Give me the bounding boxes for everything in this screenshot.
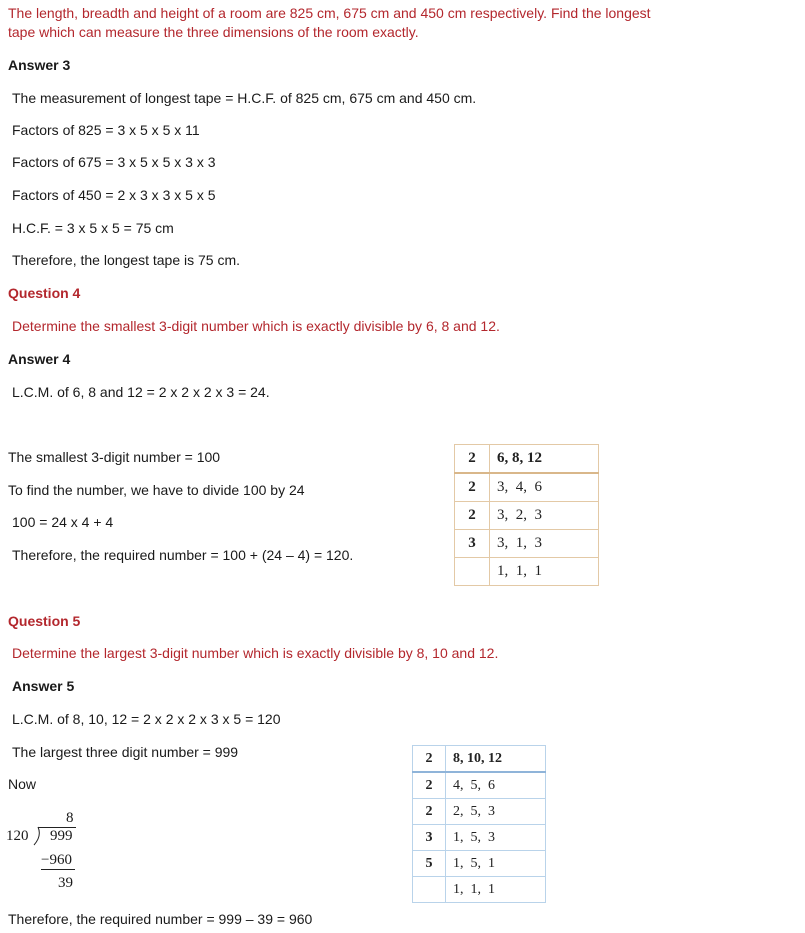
values-cell: 1, 1, 1 xyxy=(490,558,599,586)
q3-answer-heading: Answer 3 xyxy=(8,57,71,73)
divisor-cell xyxy=(455,558,490,586)
long-division xyxy=(0,805,120,895)
division-dividend: 999 xyxy=(50,828,73,844)
values-cell: 2, 5, 3 xyxy=(446,799,546,825)
q3-line: Factors of 450 = 2 x 3 x 3 x 5 x 5 xyxy=(12,187,216,203)
divisor-cell: 2 xyxy=(455,445,490,474)
q3-question-line-2: tape which can measure the three dimensions of the room exactly. xyxy=(8,24,419,40)
values-cell: 1, 5, 1 xyxy=(446,851,546,877)
divisor-cell: 3 xyxy=(455,530,490,558)
values-cell: 8, 10, 12 xyxy=(446,746,546,773)
table-row xyxy=(413,825,546,851)
values-cell: 1, 5, 3 xyxy=(446,825,546,851)
division-quotient: 8 xyxy=(66,810,74,826)
q3-line: Factors of 675 = 3 x 5 x 5 x 3 x 3 xyxy=(12,154,216,170)
divisor-cell: 2 xyxy=(413,746,446,773)
table-row xyxy=(413,772,546,799)
q5-heading: Question 5 xyxy=(8,613,81,629)
table-row xyxy=(413,851,546,877)
q4-heading: Question 4 xyxy=(8,285,81,301)
divisor-cell xyxy=(413,877,446,903)
values-cell: 1, 1, 1 xyxy=(446,877,546,903)
q5-conclusion: Therefore, the required number = 999 – 39 = 960 xyxy=(8,911,313,927)
q4-line: Therefore, the required number = 100 + (24 – 4) = 120. xyxy=(12,547,354,563)
values-cell: 4, 5, 6 xyxy=(446,772,546,799)
division-divisor: 120 xyxy=(6,828,29,844)
q3-line: H.C.F. = 3 x 5 x 5 = 75 cm xyxy=(12,220,174,236)
division-remainder: 39 xyxy=(58,875,73,891)
q5-answer-heading: Answer 5 xyxy=(12,678,75,694)
q4-line: To find the number, we have to divide 100 by 24 xyxy=(8,482,305,498)
table-row xyxy=(455,445,599,474)
q4-lcm-table xyxy=(454,444,599,586)
divisor-cell: 2 xyxy=(455,502,490,530)
division-rule xyxy=(41,869,75,870)
q3-line: Factors of 825 = 3 x 5 x 5 x 11 xyxy=(12,122,200,138)
q3-line: The measurement of longest tape = H.C.F. of 825 cm, 675 cm and 450 cm. xyxy=(12,90,477,106)
values-cell: 3, 2, 3 xyxy=(490,502,599,530)
divisor-cell: 2 xyxy=(413,799,446,825)
divisor-cell: 5 xyxy=(413,851,446,877)
division-subtract: −960 xyxy=(41,852,72,868)
q5-question: Determine the largest 3-digit number which is exactly divisible by 8, 10 and 12. xyxy=(12,645,499,661)
q4-question: Determine the smallest 3-digit number which is exactly divisible by 6, 8 and 12. xyxy=(12,318,500,334)
table-row xyxy=(455,558,599,586)
q3-question-line-1: The length, breadth and height of a room are 825 cm, 675 cm and 450 cm respectively. Find the longest xyxy=(8,5,651,21)
q5-lcm-table xyxy=(412,745,546,903)
table-row xyxy=(455,502,599,530)
q4-answer-heading: Answer 4 xyxy=(8,351,71,367)
division-bracket xyxy=(32,826,42,846)
values-cell: 6, 8, 12 xyxy=(490,445,599,474)
table-row xyxy=(455,530,599,558)
values-cell: 3, 1, 3 xyxy=(490,530,599,558)
q3-line: Therefore, the longest tape is 75 cm. xyxy=(12,252,241,268)
q5-largest-line: The largest three digit number = 999 xyxy=(12,744,239,760)
q4-lcm-line: L.C.M. of 6, 8 and 12 = 2 x 2 x 2 x 3 = 24. xyxy=(12,384,270,400)
table-row xyxy=(413,746,546,773)
divisor-cell: 3 xyxy=(413,825,446,851)
q5-now: Now xyxy=(8,776,37,792)
table-row xyxy=(455,473,599,502)
divisor-cell: 2 xyxy=(413,772,446,799)
q4-line: The smallest 3-digit number = 100 xyxy=(8,449,221,465)
table-row xyxy=(413,877,546,903)
q4-line: 100 = 24 x 4 + 4 xyxy=(12,514,114,530)
values-cell: 3, 4, 6 xyxy=(490,473,599,502)
divisor-cell: 2 xyxy=(455,473,490,502)
q5-lcm-line: L.C.M. of 8, 10, 12 = 2 x 2 x 2 x 3 x 5 = 120 xyxy=(12,711,281,727)
table-row xyxy=(413,799,546,825)
